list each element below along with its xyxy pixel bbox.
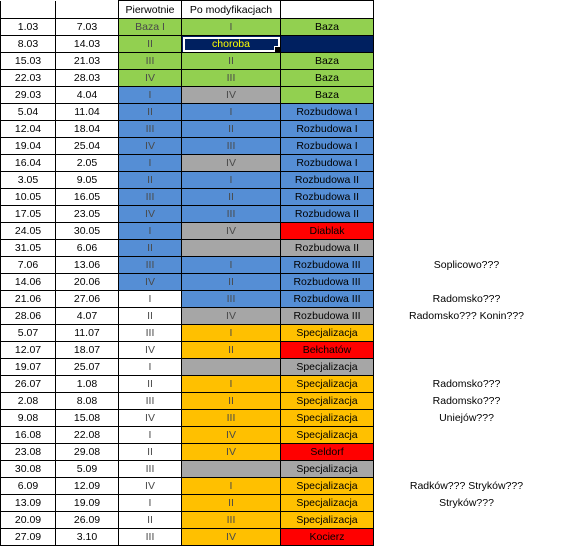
cell-note[interactable]: Stryków??? xyxy=(374,495,560,512)
cell-phase[interactable]: Kocierz xyxy=(281,529,374,546)
cell-original-week[interactable]: II xyxy=(119,308,182,325)
cell-end-date[interactable]: 18.07 xyxy=(56,342,119,359)
table-row xyxy=(1,359,560,376)
cell-end-date[interactable]: 26.09 xyxy=(56,512,119,529)
cell-original-week[interactable]: II xyxy=(119,36,182,53)
cell-modified-week[interactable]: IV xyxy=(182,87,281,104)
cell-phase[interactable]: Specjalizacja xyxy=(281,512,374,529)
cell-modified-week[interactable]: II xyxy=(182,274,281,291)
cell-end-date[interactable]: 27.06 xyxy=(56,291,119,308)
cell-phase[interactable]: Bełchatów xyxy=(281,342,374,359)
table-row xyxy=(1,189,560,206)
cell-start-date[interactable]: 16.08 xyxy=(1,427,56,444)
cell-end-date[interactable]: 3.10 xyxy=(56,529,119,546)
cell-modified-week[interactable]: I xyxy=(182,257,281,274)
cell-modified-week[interactable]: III xyxy=(182,410,281,427)
cell-note[interactable] xyxy=(374,342,560,359)
cell-start-date[interactable]: 16.04 xyxy=(1,155,56,172)
header-row xyxy=(1,1,560,19)
header-cell-start[interactable] xyxy=(1,1,56,19)
table-row xyxy=(1,121,560,138)
cell-phase[interactable]: Rozbudowa III xyxy=(281,308,374,325)
cell-phase[interactable]: Rozbudowa III xyxy=(281,291,374,308)
cell-start-date[interactable]: 9.08 xyxy=(1,410,56,427)
cell-modified-week[interactable] xyxy=(182,359,281,376)
cell-phase[interactable]: Specjalizacja xyxy=(281,325,374,342)
cell-phase[interactable]: Rozbudowa I xyxy=(281,121,374,138)
table-row xyxy=(1,410,560,427)
cell-end-date[interactable]: 12.09 xyxy=(56,478,119,495)
cell-original-week[interactable]: IV xyxy=(119,274,182,291)
cell-modified-week[interactable]: II xyxy=(182,189,281,206)
header-cell-notes[interactable] xyxy=(374,1,560,19)
cell-phase[interactable]: Diablak xyxy=(281,223,374,240)
cell-start-date[interactable]: 12.04 xyxy=(1,121,56,138)
cell-phase[interactable]: Specjalizacja xyxy=(281,461,374,478)
cell-phase[interactable]: Seldorf xyxy=(281,444,374,461)
cell-phase[interactable]: Specjalizacja xyxy=(281,393,374,410)
cell-modified-week[interactable]: II xyxy=(182,53,281,70)
cell-phase[interactable]: Rozbudowa II xyxy=(281,240,374,257)
table-row xyxy=(1,53,560,70)
cell-start-date[interactable]: 30.08 xyxy=(1,461,56,478)
cell-phase[interactable]: Specjalizacja xyxy=(281,410,374,427)
cell-original-week[interactable]: IV xyxy=(119,478,182,495)
table-row xyxy=(1,478,560,495)
cell-modified-week[interactable]: IV xyxy=(182,155,281,172)
cell-note[interactable]: Uniejów??? xyxy=(374,410,560,427)
cell-modified-week[interactable]: IV xyxy=(182,308,281,325)
header-cell-original[interactable]: Pierwotnie xyxy=(119,1,182,19)
cell-end-date[interactable]: 4.07 xyxy=(56,308,119,325)
cell-note[interactable] xyxy=(374,87,560,104)
cell-start-date[interactable]: 1.03 xyxy=(1,19,56,36)
cell-note[interactable] xyxy=(374,104,560,121)
table-row xyxy=(1,138,560,155)
table-row xyxy=(1,393,560,410)
table-row xyxy=(1,206,560,223)
cell-original-week[interactable]: IV xyxy=(119,410,182,427)
cell-phase[interactable]: Baza xyxy=(281,87,374,104)
cell-note[interactable] xyxy=(374,70,560,87)
cell-note[interactable] xyxy=(374,274,560,291)
table-row xyxy=(1,87,560,104)
cell-modified-week[interactable]: IV xyxy=(182,444,281,461)
cell-phase[interactable]: Rozbudowa I xyxy=(281,155,374,172)
cell-start-date[interactable]: 21.06 xyxy=(1,291,56,308)
cell-original-week[interactable]: II xyxy=(119,512,182,529)
cell-start-date[interactable]: 15.03 xyxy=(1,53,56,70)
table-row xyxy=(1,240,560,257)
cell-original-week[interactable]: III xyxy=(119,257,182,274)
cell-start-date[interactable]: 17.05 xyxy=(1,206,56,223)
cell-original-week[interactable]: III xyxy=(119,393,182,410)
cell-start-date[interactable]: 5.04 xyxy=(1,104,56,121)
cell-modified-week[interactable]: I xyxy=(182,104,281,121)
table-row xyxy=(1,36,560,53)
cell-original-week[interactable]: II xyxy=(119,240,182,257)
cell-end-date[interactable]: 25.04 xyxy=(56,138,119,155)
cell-end-date[interactable]: 2.05 xyxy=(56,155,119,172)
cell-modified-week[interactable]: I xyxy=(182,376,281,393)
table-row xyxy=(1,461,560,478)
cell-end-date[interactable]: 16.05 xyxy=(56,189,119,206)
cell-note[interactable]: Radomsko??? xyxy=(374,393,560,410)
cell-note[interactable] xyxy=(374,223,560,240)
cell-original-week[interactable]: III xyxy=(119,53,182,70)
cell-original-week[interactable]: III xyxy=(119,121,182,138)
table-row xyxy=(1,291,560,308)
cell-start-date[interactable]: 6.09 xyxy=(1,478,56,495)
cell-phase[interactable]: Rozbudowa III xyxy=(281,274,374,291)
cell-end-date[interactable]: 15.08 xyxy=(56,410,119,427)
cell-original-week[interactable]: III xyxy=(119,461,182,478)
cell-start-date[interactable]: 5.07 xyxy=(1,325,56,342)
cell-phase[interactable] xyxy=(281,36,374,53)
cell-original-week[interactable]: III xyxy=(119,529,182,546)
table-row xyxy=(1,444,560,461)
cell-phase[interactable]: Rozbudowa II xyxy=(281,189,374,206)
table-row xyxy=(1,342,560,359)
cell-note[interactable] xyxy=(374,461,560,478)
cell-note[interactable] xyxy=(374,444,560,461)
cell-original-week[interactable]: II xyxy=(119,444,182,461)
cell-end-date[interactable]: 9.05 xyxy=(56,172,119,189)
cell-note[interactable] xyxy=(374,529,560,546)
cell-phase[interactable]: Rozbudowa I xyxy=(281,104,374,121)
cell-modified-week[interactable]: I xyxy=(182,478,281,495)
table-row xyxy=(1,495,560,512)
cell-note[interactable] xyxy=(374,36,560,53)
table-row xyxy=(1,376,560,393)
header-cell-modified[interactable]: Po modyfikacjach xyxy=(182,1,281,19)
cell-end-date[interactable]: 5.09 xyxy=(56,461,119,478)
cell-end-date[interactable]: 29.08 xyxy=(56,444,119,461)
cell-modified-week[interactable]: III xyxy=(182,70,281,87)
cell-end-date[interactable]: 21.03 xyxy=(56,53,119,70)
cell-modified-week[interactable]: II xyxy=(182,495,281,512)
table-row xyxy=(1,155,560,172)
cell-modified-week[interactable]: II xyxy=(182,121,281,138)
cell-phase[interactable]: Baza xyxy=(281,53,374,70)
cell-phase[interactable]: Specjalizacja xyxy=(281,478,374,495)
header-cell-end[interactable] xyxy=(56,1,119,19)
cell-end-date[interactable]: 30.05 xyxy=(56,223,119,240)
table-row xyxy=(1,529,560,546)
cell-phase[interactable]: Rozbudowa I xyxy=(281,138,374,155)
cell-original-week[interactable]: II xyxy=(119,104,182,121)
cell-start-date[interactable]: 31.05 xyxy=(1,240,56,257)
cell-start-date[interactable]: 22.03 xyxy=(1,70,56,87)
cell-end-date[interactable]: 4.04 xyxy=(56,87,119,104)
cell-original-week[interactable]: I xyxy=(119,87,182,104)
table-row xyxy=(1,19,560,36)
cell-start-date[interactable]: 26.07 xyxy=(1,376,56,393)
table-row xyxy=(1,325,560,342)
cell-end-date[interactable]: 11.04 xyxy=(56,104,119,121)
cell-end-date[interactable]: 6.06 xyxy=(56,240,119,257)
cell-original-week[interactable]: III xyxy=(119,325,182,342)
cell-end-date[interactable]: 25.07 xyxy=(56,359,119,376)
cell-note[interactable] xyxy=(374,427,560,444)
cell-original-week[interactable]: IV xyxy=(119,138,182,155)
cell-note[interactable] xyxy=(374,172,560,189)
table-row xyxy=(1,274,560,291)
table-row xyxy=(1,223,560,240)
cell-original-week[interactable]: I xyxy=(119,155,182,172)
cell-note[interactable] xyxy=(374,19,560,36)
cell-note[interactable] xyxy=(374,206,560,223)
cell-phase[interactable]: Rozbudowa II xyxy=(281,172,374,189)
cell-original-week[interactable]: I xyxy=(119,495,182,512)
cell-modified-week[interactable]: I xyxy=(182,172,281,189)
table-row xyxy=(1,427,560,444)
cell-modified-week[interactable]: IV xyxy=(182,223,281,240)
cell-original-week[interactable]: II xyxy=(119,172,182,189)
cell-phase[interactable]: Specjalizacja xyxy=(281,376,374,393)
cell-phase[interactable]: Baza xyxy=(281,70,374,87)
cell-modified-week[interactable] xyxy=(182,461,281,478)
cell-start-date[interactable]: 27.09 xyxy=(1,529,56,546)
cell-end-date[interactable]: 1.08 xyxy=(56,376,119,393)
cell-original-week[interactable]: IV xyxy=(119,206,182,223)
cell-modified-week[interactable]: IV xyxy=(182,529,281,546)
cell-original-week[interactable]: Baza I xyxy=(119,19,182,36)
cell-modified-week[interactable]: III xyxy=(182,291,281,308)
table-row xyxy=(1,70,560,87)
cell-end-date[interactable]: 13.06 xyxy=(56,257,119,274)
cell-note[interactable]: Radków??? Stryków??? xyxy=(374,478,560,495)
cell-start-date[interactable]: 19.07 xyxy=(1,359,56,376)
cell-end-date[interactable]: 22.08 xyxy=(56,427,119,444)
cell-end-date[interactable]: 28.03 xyxy=(56,70,119,87)
cell-start-date[interactable]: 29.03 xyxy=(1,87,56,104)
cell-original-week[interactable]: I xyxy=(119,427,182,444)
cell-note[interactable]: Radomsko??? xyxy=(374,376,560,393)
cell-modified-week[interactable]: II xyxy=(182,393,281,410)
cell-original-week[interactable]: I xyxy=(119,291,182,308)
cell-original-week[interactable]: III xyxy=(119,189,182,206)
cell-start-date[interactable]: 19.04 xyxy=(1,138,56,155)
fill-handle[interactable] xyxy=(274,46,281,53)
cell-end-date[interactable]: 11.07 xyxy=(56,325,119,342)
cell-start-date[interactable]: 28.06 xyxy=(1,308,56,325)
cell-phase[interactable]: Baza xyxy=(281,19,374,36)
table-row xyxy=(1,172,560,189)
cell-start-date[interactable]: 8.03 xyxy=(1,36,56,53)
cell-original-week[interactable]: IV xyxy=(119,70,182,87)
cell-end-date[interactable]: 14.03 xyxy=(56,36,119,53)
cell-start-date[interactable]: 2.08 xyxy=(1,393,56,410)
cell-start-date[interactable]: 14.06 xyxy=(1,274,56,291)
cell-start-date[interactable]: 10.05 xyxy=(1,189,56,206)
cell-original-week[interactable]: I xyxy=(119,359,182,376)
cell-note[interactable] xyxy=(374,138,560,155)
cell-note[interactable] xyxy=(374,240,560,257)
cell-start-date[interactable]: 12.07 xyxy=(1,342,56,359)
cell-original-week[interactable]: II xyxy=(119,376,182,393)
cell-phase[interactable]: Specjalizacja xyxy=(281,359,374,376)
table-row xyxy=(1,308,560,325)
cell-note[interactable] xyxy=(374,53,560,70)
cell-modified-week[interactable]: I xyxy=(182,19,281,36)
cell-modified-week[interactable]: III xyxy=(182,138,281,155)
cell-phase[interactable]: Specjalizacja xyxy=(281,495,374,512)
cell-note[interactable] xyxy=(374,155,560,172)
cell-phase[interactable]: Rozbudowa III xyxy=(281,257,374,274)
table-row xyxy=(1,104,560,121)
cell-phase[interactable]: Specjalizacja xyxy=(281,427,374,444)
cell-note[interactable] xyxy=(374,189,560,206)
cell-phase[interactable]: Rozbudowa II xyxy=(281,206,374,223)
cell-start-date[interactable]: 24.05 xyxy=(1,223,56,240)
cell-start-date[interactable]: 3.05 xyxy=(1,172,56,189)
cell-note[interactable] xyxy=(374,325,560,342)
cell-original-week[interactable]: IV xyxy=(119,342,182,359)
cell-start-date[interactable]: 13.09 xyxy=(1,495,56,512)
table-row xyxy=(1,512,560,529)
cell-start-date[interactable]: 20.09 xyxy=(1,512,56,529)
cell-end-date[interactable]: 19.09 xyxy=(56,495,119,512)
cell-start-date[interactable]: 7.06 xyxy=(1,257,56,274)
cell-note[interactable]: Radomsko??? Konin??? xyxy=(374,308,560,325)
cell-note[interactable] xyxy=(374,359,560,376)
cell-end-date[interactable]: 20.06 xyxy=(56,274,119,291)
cell-note[interactable] xyxy=(374,121,560,138)
cell-modified-week[interactable] xyxy=(182,240,281,257)
cell-end-date[interactable]: 8.08 xyxy=(56,393,119,410)
cell-note[interactable]: Soplicowo??? xyxy=(374,257,560,274)
cell-start-date[interactable]: 23.08 xyxy=(1,444,56,461)
cell-original-week[interactable]: I xyxy=(119,223,182,240)
cell-note[interactable]: Radomsko??? xyxy=(374,291,560,308)
cell-modified-week[interactable]: IV xyxy=(182,427,281,444)
table-row xyxy=(1,257,560,274)
cell-end-date[interactable]: 18.04 xyxy=(56,121,119,138)
cell-modified-week[interactable]: II xyxy=(182,342,281,359)
cell-modified-week[interactable]: I xyxy=(182,325,281,342)
cell-modified-week[interactable]: III xyxy=(182,512,281,529)
cell-end-date[interactable]: 7.03 xyxy=(56,19,119,36)
header-cell-phase[interactable] xyxy=(281,1,374,19)
cell-end-date[interactable]: 23.05 xyxy=(56,206,119,223)
cell-note[interactable] xyxy=(374,512,560,529)
cell-modified-week[interactable]: III xyxy=(182,206,281,223)
selected-cell[interactable]: choroba xyxy=(182,36,281,53)
